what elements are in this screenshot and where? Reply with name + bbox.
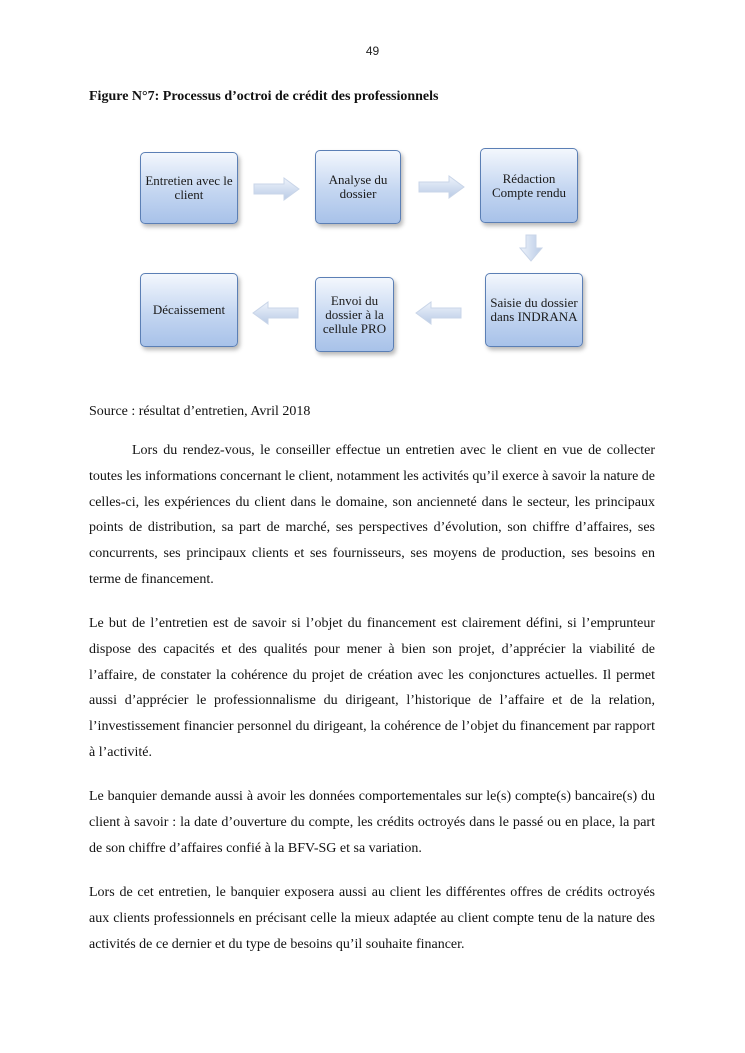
step-label: Analyse du dossier: [328, 172, 388, 201]
step-analysis: [315, 150, 401, 224]
step-entry-indrana: [485, 273, 583, 347]
step-label: Entretien avec le client: [145, 173, 233, 202]
paragraph: Le but de l’entretien est de savoir si l’objet du financement est clairement défini, si l’emprunteur dispose des capacités et des qualités pour mener à bien son projet, d’apprécier la viabilité de l’affaire, de constater la cohérence du projet de création avec les conjonctures actuelles. Il permet aussi d’apprécier le professionnalisme du dirigeant, l’historique de l’affaire et de la relation, l’investissement financier personnel du dirigeant, la cohérence de l’objet du financement par rapport à l’activité.: [89, 616, 655, 760]
step-send-file: [315, 277, 394, 352]
arrow-left-icon: [250, 300, 300, 326]
paragraph: Le banquier demande aussi à avoir les données comportementales sur le(s) compte(s) bancaire(s) du client à savoir : la date d’ouverture du compte, les crédits octroyés dans le passé ou en place, la part de son chiffre d’affaires confié à la BFV-SG et sa variation.: [89, 789, 655, 856]
arrow-down-icon: [518, 233, 544, 263]
paragraph: Lors de cet entretien, le banquier exposera aussi au client les différentes offres de crédits octroyés aux clients professionnels en précisant celle la mieux adaptée au client compte tenu de la nature des activités de ce dernier et du type de besoins qu’il souhaite financer.: [89, 885, 655, 952]
arrow-right-icon: [417, 174, 467, 200]
figure-source: Source : résultat d’entretien, Avril 2018: [89, 404, 311, 419]
paragraph: Lors du rendez-vous, le conseiller effectue un entretien avec le client en vue de collecter toutes les informations concernant le client, notamment les activités qu’il exerce à savoir la nature de celles-ci, les expériences du client dans le domaine, son ancienneté dans le secteur, les principaux points de distribution, sa part de marché, ses perspectives d’évolution, son chiffre d’affaires, ses concurrents, ses principaux clients et ses fournisseurs, ses moyens de production, ses besoins en terme de financement.: [89, 443, 656, 587]
step-report: [480, 148, 578, 223]
step-interview: [140, 152, 238, 224]
process-diagram: [130, 140, 600, 370]
page-number: 49: [365, 44, 380, 58]
step-label: Saisie du dossier dans INDRANA: [490, 295, 578, 324]
figure-title: Figure N°7: Processus d’octroi de crédit des professionnels: [89, 89, 439, 104]
step-label: Rédaction Compte rendu: [491, 170, 566, 200]
arrow-left-icon: [413, 300, 463, 326]
arrow-right-icon: [252, 176, 302, 202]
step-disbursement: [140, 273, 238, 347]
step-label: Décaissement: [152, 302, 226, 317]
step-label: Envoi du dossier à la cellule PRO: [322, 292, 387, 336]
